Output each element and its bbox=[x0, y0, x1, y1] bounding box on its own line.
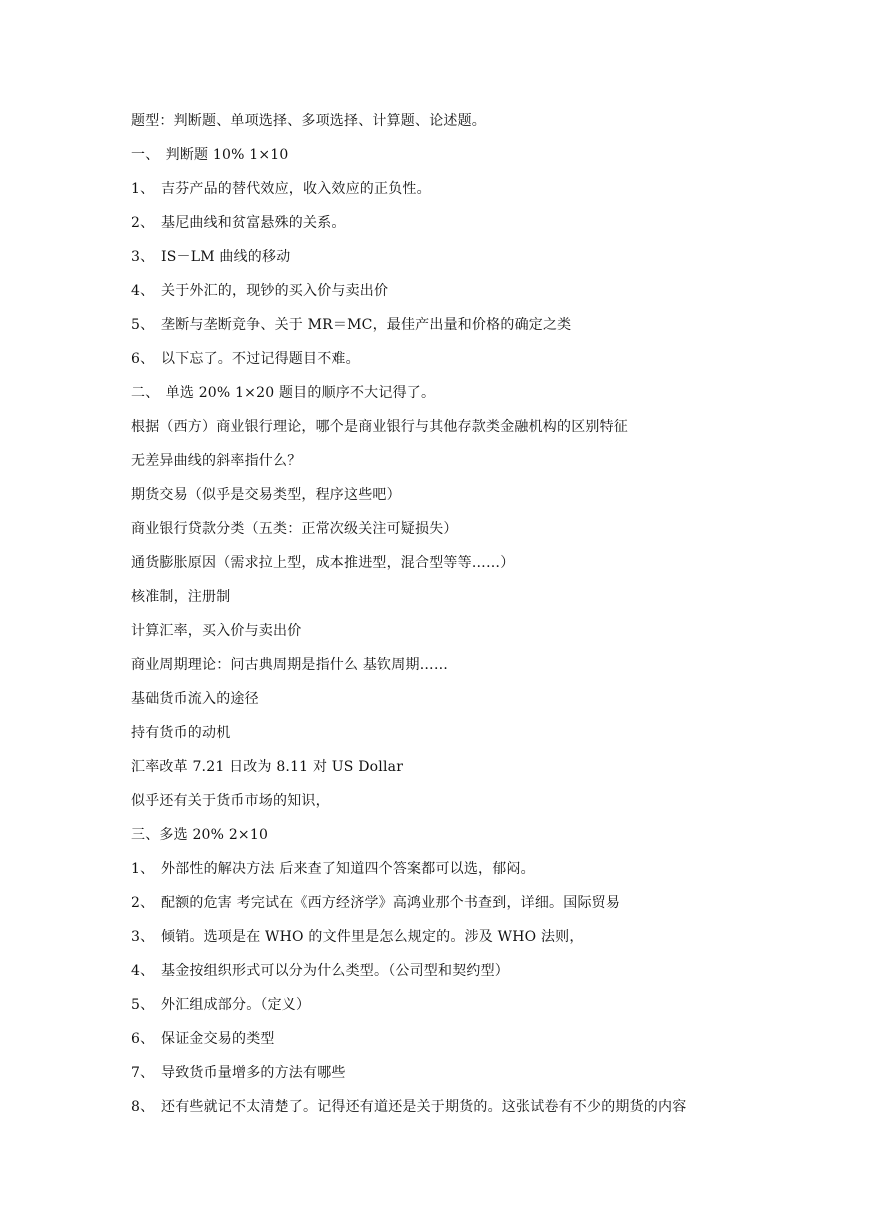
line-text: 商业银行贷款分类（五类：正常次级关注可疑损失） bbox=[131, 521, 458, 537]
document-line bbox=[131, 314, 851, 348]
line-text: 垄断与垄断竞争、关于 MR＝MC，最佳产出量和价格的确定之类 bbox=[161, 317, 572, 333]
document-line bbox=[131, 280, 851, 314]
document-line bbox=[131, 858, 851, 892]
document-line bbox=[131, 960, 851, 994]
line-text: 外汇组成部分。（定义） bbox=[161, 997, 311, 1013]
line-text: 关于外汇的，现钞的买入价与卖出价 bbox=[161, 283, 389, 299]
line-number: 6、 bbox=[131, 351, 155, 367]
line-text: 似乎还有关于货币市场的知识， bbox=[131, 793, 330, 809]
line-text: 通货膨胀原因（需求拉上型，成本推进型，混合型等等……） bbox=[131, 555, 515, 571]
line-text: 持有货币的动机 bbox=[131, 725, 231, 741]
document-line bbox=[131, 178, 851, 212]
line-text: 导致货币量增多的方法有哪些 bbox=[161, 1065, 346, 1081]
document-line bbox=[131, 246, 851, 280]
line-text: 期货交易（似乎是交易类型，程序这些吧） bbox=[131, 487, 401, 503]
document-line bbox=[131, 722, 851, 756]
document-body bbox=[131, 110, 851, 1130]
document-line bbox=[131, 1096, 851, 1130]
document-line bbox=[131, 586, 851, 620]
document-line bbox=[131, 382, 851, 416]
line-text: 题型：判断题、单项选择、多项选择、计算题、论述题。 bbox=[131, 113, 486, 129]
document-line bbox=[131, 450, 851, 484]
document-line bbox=[131, 552, 851, 586]
line-text: 判断题 10% 1×10 bbox=[161, 147, 289, 163]
document-line bbox=[131, 926, 851, 960]
document-line bbox=[131, 654, 851, 688]
document-line bbox=[131, 416, 851, 450]
line-number: 7、 bbox=[131, 1065, 155, 1081]
line-text: 基金按组织形式可以分为什么类型。（公司型和契约型） bbox=[161, 963, 509, 979]
line-number: 3、 bbox=[131, 929, 155, 945]
line-number: 4、 bbox=[131, 963, 155, 979]
line-number: 2、 bbox=[131, 895, 155, 911]
line-text: 以下忘了。不过记得题目不难。 bbox=[161, 351, 360, 367]
document-line bbox=[131, 824, 851, 858]
line-text: 单选 20% 1×20 题目的顺序不大记得了。 bbox=[161, 385, 436, 401]
document-line bbox=[131, 892, 851, 926]
line-text: 外部性的解决方法 后来查了知道四个答案都可以选，郁闷。 bbox=[161, 861, 535, 877]
document-line bbox=[131, 688, 851, 722]
line-number: 6、 bbox=[131, 1031, 155, 1047]
line-text: 吉芬产品的替代效应，收入效应的正负性。 bbox=[161, 181, 431, 197]
line-number: 3、 bbox=[131, 249, 155, 265]
line-number: 5、 bbox=[131, 997, 155, 1013]
document-line bbox=[131, 144, 851, 178]
line-text: 倾销。选项是在 WHO 的文件里是怎么规定的。涉及 WHO 法则， bbox=[161, 929, 584, 945]
line-text: 还有些就记不太清楚了。记得还有道还是关于期货的。这张试卷有不少的期货的内容 bbox=[161, 1099, 687, 1115]
line-number: 2、 bbox=[131, 215, 155, 231]
document-line bbox=[131, 1062, 851, 1096]
line-text: 商业周期理论：问古典周期是指什么 基钦周期…… bbox=[131, 657, 449, 673]
line-number: 一、 bbox=[131, 147, 160, 163]
line-text: 汇率改革 7.21 日改为 8.11 对 US Dollar bbox=[131, 759, 404, 775]
document-line bbox=[131, 620, 851, 654]
line-text: 根据（西方）商业银行理论，哪个是商业银行与其他存款类金融机构的区别特征 bbox=[131, 419, 628, 435]
document-line bbox=[131, 756, 851, 790]
document-line bbox=[131, 348, 851, 382]
line-text: 三、多选 20% 2×10 bbox=[131, 827, 269, 843]
line-text: 基尼曲线和贫富悬殊的关系。 bbox=[161, 215, 346, 231]
line-text: 核准制，注册制 bbox=[131, 589, 231, 605]
document-line bbox=[131, 790, 851, 824]
document-line bbox=[131, 212, 851, 246]
line-number: 1、 bbox=[131, 181, 155, 197]
line-number: 5、 bbox=[131, 317, 155, 333]
line-number: 1、 bbox=[131, 861, 155, 877]
line-number: 4、 bbox=[131, 283, 155, 299]
line-text: 配额的危害 考完试在《西方经济学》高鸿业那个书查到，详细。国际贸易 bbox=[161, 895, 621, 911]
line-text: 无差异曲线的斜率指什么？ bbox=[131, 453, 302, 469]
line-text: IS－LM 曲线的移动 bbox=[161, 249, 291, 265]
document-line bbox=[131, 518, 851, 552]
line-number: 二、 bbox=[131, 385, 160, 401]
document-line bbox=[131, 110, 851, 144]
line-text: 保证金交易的类型 bbox=[161, 1031, 275, 1047]
document-line bbox=[131, 994, 851, 1028]
line-text: 基础货币流入的途径 bbox=[131, 691, 259, 707]
line-text: 计算汇率，买入价与卖出价 bbox=[131, 623, 302, 639]
document-line bbox=[131, 484, 851, 518]
document-line bbox=[131, 1028, 851, 1062]
line-number: 8、 bbox=[131, 1099, 155, 1115]
